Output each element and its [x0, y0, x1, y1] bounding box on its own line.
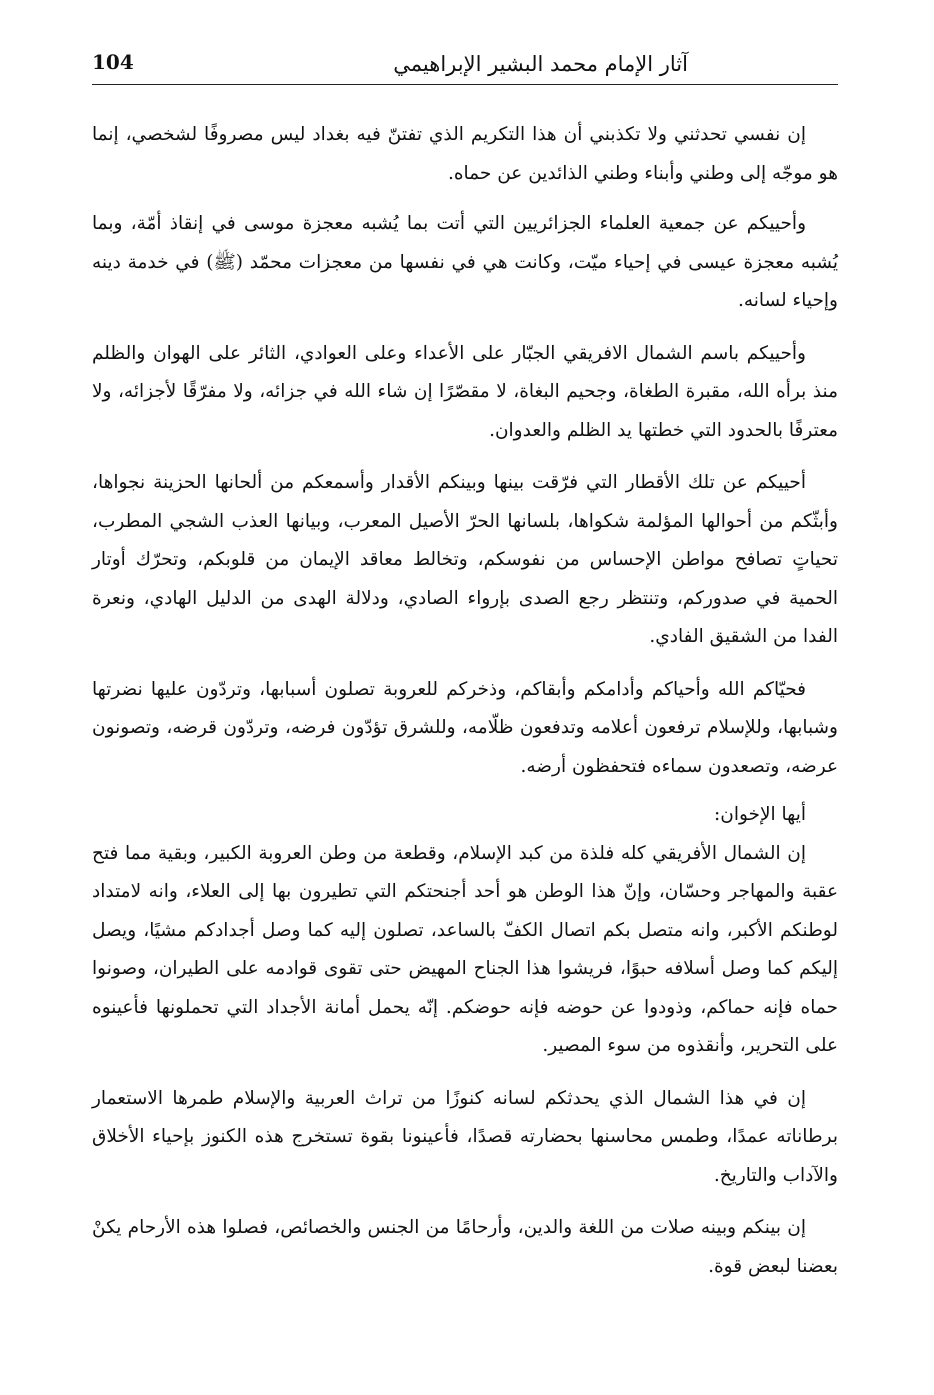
section-heading: أيها الإخوان:	[714, 804, 806, 825]
paragraph-1: إن نفسي تحدثني ولا تكذبني أن هذا التكريم الذي تفتنّ فيه بغداد ليس مصروفًا لشخصي، إنما هو موجّه إلى وطني وأبناء وطني الذائدين عن حماه.	[92, 124, 838, 184]
paragraph-2: وأحييكم عن جمعية العلماء الجزائريين التي أتت بما يُشبه معجزة موسى في إنقاذ أمّة، وبما يُشبه معجزة عيسى في إحياء ميّت، وكانت هي في نفسها من معجزات محمّد (ﷺ) في خدمة دينه وإحياء لسانه.	[92, 213, 838, 311]
paragraph-5: فحيّاكم الله وأحياكم وأدامكم وأبقاكم، وذخركم للعروبة تصلون أسبابها، وتردّون عليها نضرتها وشبابها، وللإسلام ترفعون أعلامه وتدفعون ظلّامه، وللشرق تؤدّون فرضه، وتردّون قرضه، وتصونون عرضه، وتصعدون سماءه فتحفظون أرضه.	[92, 678, 838, 777]
page-number: 104	[92, 50, 134, 74]
paragraph-3: وأحييكم باسم الشمال الافريقي الجبّار على الأعداء وعلى العوادي، الثائر على الهوان والظلم منذ برأه الله، مقبرة الطغاة، وجحيم البغاة، لا مقصّرًا إن شاء الله في جزائه، ولا مفرّقًا لأجزائه، ولا معترفًا بالحدود التي خطتها يد الظلم والعدوان.	[92, 342, 838, 441]
paragraph-4: أحييكم عن تلك الأقطار التي فرّقت بينها وبينكم الأقدار وأسمعكم من ألحانها الحزينة نجواها، وأبثّكم من أحوالها المؤلمة شكواها، بلسانها الحرّ الأصيل المعرب، وبيانها العذب الشجي المطرب، تحياتٍ تصافح مواطن الإحساس من نفوسكم، وتخالط معاقد الإيمان من قلوبكم، وتحرّك أوتار الحمية في صدوركم، وتنتظر رجع الصدى بإرواء الصادي، ودلالة الهدى من الدليل الهادي، ونعرة الفدا من الشقيق الفادي.	[92, 472, 838, 647]
paragraph-7: إن في هذا الشمال الذي يحدثكم لسانه كنوزًا من تراث العربية والإسلام طمرها الاستعمار برطاناته عمدًا، وطمس محاسنها بحضارته قصدًا، فأعينونا بقوة تستخرج هذه الكنوز بإحياء الأخلاق والآداب والتاريخ.	[92, 1087, 838, 1186]
paragraph-6: إن الشمال الأفريقي كله فلذة من كبد الإسلام، وقطعة من وطن العروبة الكبير، وبقية مما فتح عقبة والمهاجر وحسّان، وإنّ هذا الوطن هو أحد أجنحتكم التي تطيرون بها إلى العلاء، وانه لامتداد لوطنكم الأكبر، وانه متصل بكم اتصال الكفّ بالساعد، تصلون إليه كما وصل أجدادكم مشيًا، ويصل إليكم كما وصل أسلافه حبوًا، فريشوا هذا الجناح المهيض حتى تقوى قوادمه على الطيران، وصونوا حماه فإنه حماكم، وذودوا عن حوضه فإنه حوضكم. إنّه يحمل أمانة الأجداد التي تحملونها فأعينوه على التحرير، وأنقذوه من سوء المصير.	[92, 842, 838, 1056]
page-header	[92, 40, 838, 85]
page-body	[92, 116, 838, 1286]
paragraph-8: إن بينكم وبينه صلات من اللغة والدين، وأرحامًا من الجنس والخصائص، فصلوا هذه الأرحام يكنْ بعضنا لبعض قوة.	[92, 1217, 838, 1277]
running-title: آثار الإمام محمد البشير الإبراهيمي	[393, 52, 688, 76]
